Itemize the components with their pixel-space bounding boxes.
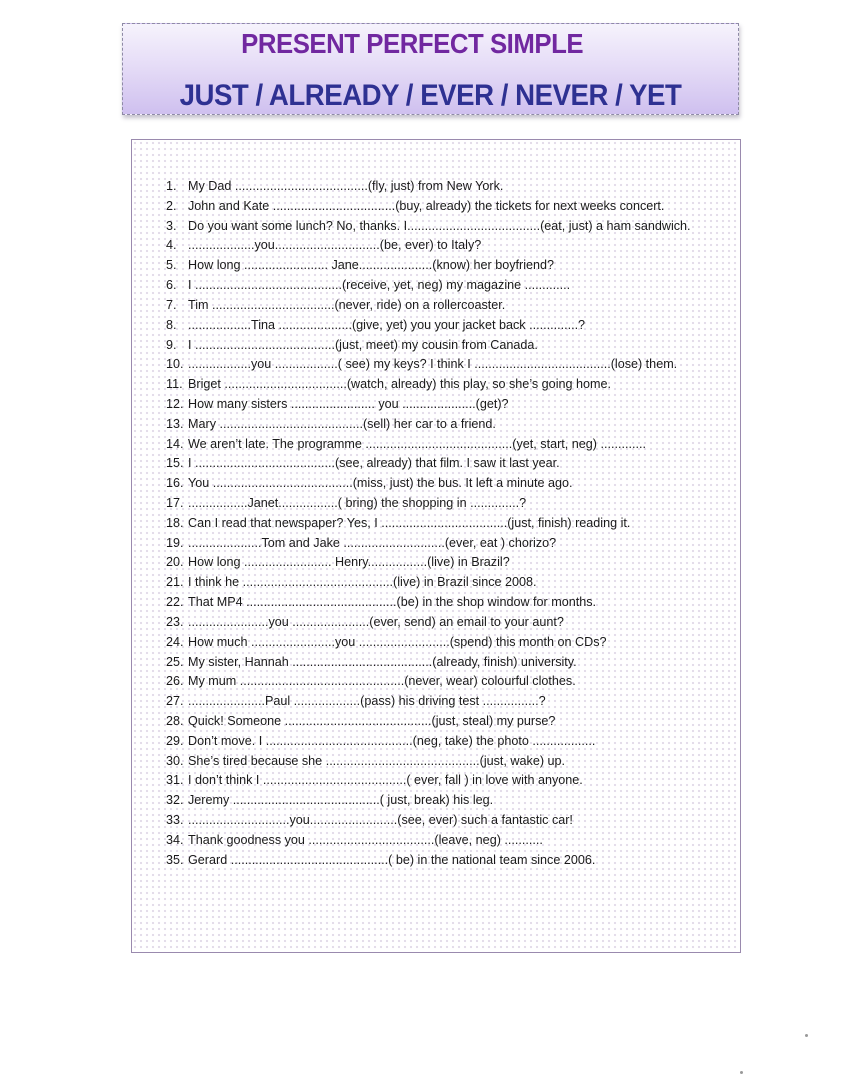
exercise-item — [166, 811, 691, 831]
exercise-sentence: She’s tired because she ............................................(just, wake) up. — [188, 753, 566, 768]
exercise-number: 26. — [166, 674, 184, 689]
exercise-item — [166, 831, 691, 851]
exercise-item — [166, 236, 691, 256]
exercise-number: 27. — [166, 694, 184, 709]
exercise-sentence: How long ......................... Henry.................(live) in Brazil? — [188, 555, 510, 570]
exercise-sentence: ...................you..............................(be, ever) to Italy? — [188, 238, 482, 253]
exercise-item — [166, 534, 691, 554]
exercise-item — [166, 771, 691, 791]
exercise-sentence: That MP4 ...........................................(be) in the shop window for months. — [188, 595, 597, 610]
exercise-number: 32. — [166, 793, 184, 808]
exercise-number: 24. — [166, 634, 184, 649]
exercise-number: 30. — [166, 753, 184, 768]
exercise-number: 2. — [166, 198, 177, 213]
exercise-number: 16. — [166, 476, 184, 491]
exercise-sentence: Quick! Someone ..........................................(just, steal) my purse? — [188, 713, 556, 728]
exercise-sentence: .............................you.........................(see, ever) such a fantastic car! — [188, 813, 573, 827]
exercise-item — [166, 573, 691, 593]
exercise-item — [166, 276, 691, 296]
exercise-number: 6. — [166, 278, 177, 293]
exercise-sentence: .................Janet.................( bring) the shopping in ..............? — [188, 496, 527, 510]
exercise-item — [166, 336, 691, 356]
exercise-number: 15. — [166, 456, 184, 471]
exercise-item — [166, 613, 691, 633]
exercise-number: 35. — [166, 852, 184, 867]
exercise-number: 7. — [166, 297, 177, 312]
exercise-item — [166, 375, 691, 395]
exercise-item — [166, 177, 691, 197]
exercise-item — [166, 752, 691, 772]
decorative-dot — [740, 1071, 743, 1074]
exercise-number: 29. — [166, 733, 184, 748]
exercise-sentence: I ........................................(see, already) that film. I saw it last year. — [188, 456, 560, 471]
exercise-sentence: ..................Tina .....................(give, yet) you your jacket back ..............? — [188, 317, 586, 332]
decorative-dot — [805, 1034, 808, 1037]
exercise-item — [166, 514, 691, 534]
exercise-sentence: You ........................................(miss, just) the bus. It left a minute ago. — [188, 476, 573, 491]
exercise-number: 21. — [166, 575, 184, 590]
exercise-sentence: How long ........................ Jane.....................(know) her boyfriend? — [188, 258, 555, 273]
exercise-item — [166, 653, 691, 673]
exercise-sentence: I ........................................(just, meet) my cousin from Canada. — [188, 337, 538, 352]
exercise-item — [166, 296, 691, 316]
exercise-sentence: John and Kate ...................................(buy, already) the tickets for next weeks concert. — [188, 198, 665, 213]
exercise-item — [166, 712, 691, 732]
exercise-item — [166, 494, 691, 514]
exercise-sentence: ......................Paul ...................(pass) his driving test ................? — [188, 694, 546, 709]
exercise-number: 17. — [166, 496, 184, 510]
exercise-sentence: Thank goodness you ....................................(leave, neg) ........... — [188, 832, 543, 847]
exercise-number: 23. — [166, 614, 184, 629]
exercise-item — [166, 732, 691, 752]
exercise-item — [166, 435, 691, 455]
exercise-number: 28. — [166, 713, 184, 728]
exercise-sentence: Do you want some lunch? No, thanks. I......................................(eat, just) a ham sandwich. — [188, 218, 691, 233]
exercise-item — [166, 197, 691, 217]
exercise-sentence: Gerard .............................................( be) in the national team since 2006. — [188, 852, 596, 867]
exercise-sentence: We aren’t late. The programme ..........................................(yet, start, neg) ............. — [188, 436, 646, 451]
exercise-item — [166, 256, 691, 276]
exercise-number: 12. — [166, 396, 184, 411]
exercise-item — [166, 553, 691, 573]
exercise-number: 18. — [166, 515, 184, 530]
exercise-sentence: ..................you ..................( see) my keys? I think I .......................................(lose) them. — [188, 357, 678, 372]
exercise-item — [166, 593, 691, 613]
exercise-sentence: My mum ...............................................(never, wear) colourful clothes. — [188, 674, 576, 689]
exercise-number: 10. — [166, 357, 184, 372]
exercise-number: 1. — [166, 179, 177, 193]
exercise-number: 34. — [166, 832, 184, 847]
exercise-item — [166, 454, 691, 474]
exercise-number: 25. — [166, 654, 184, 669]
exercise-sentence: Briget ...................................(watch, already) this play, so she’s going home. — [188, 377, 611, 392]
exercise-number: 8. — [166, 317, 177, 332]
exercise-item — [166, 316, 691, 336]
exercise-number: 5. — [166, 258, 177, 273]
exercise-item — [166, 672, 691, 692]
exercise-number: 13. — [166, 416, 184, 431]
exercise-sentence: My sister, Hannah ........................................(already, finish) university. — [188, 654, 577, 669]
exercise-sentence: .......................you ......................(ever, send) an email to your aunt? — [188, 614, 564, 629]
exercise-item — [166, 851, 691, 871]
exercise-item — [166, 474, 691, 494]
exercise-number: 9. — [166, 337, 177, 352]
exercise-item — [166, 395, 691, 415]
exercise-sentence: My Dad ......................................(fly, just) from New York. — [188, 179, 504, 193]
exercise-number: 22. — [166, 595, 184, 610]
exercise-sentence: Jeremy ..........................................( just, break) his leg. — [188, 793, 494, 808]
exercise-sentence: I don’t think I .........................................( ever, fall ) in love with anyone. — [188, 773, 583, 788]
exercise-number: 33. — [166, 813, 184, 827]
exercise-item — [166, 415, 691, 435]
exercise-sentence: Tim ...................................(never, ride) on a rollercoaster. — [188, 297, 506, 312]
exercise-sentence: How much ........................you ..........................(spend) this month on CDs? — [188, 634, 607, 649]
exercise-item — [166, 633, 691, 653]
title-banner — [122, 23, 739, 115]
exercise-sentence: I think he ...........................................(live) in Brazil since 2008. — [188, 575, 537, 590]
exercise-number: 19. — [166, 535, 184, 550]
exercise-sentence: How many sisters ........................ you .....................(get)? — [188, 396, 509, 411]
exercise-number: 31. — [166, 773, 184, 788]
exercise-item — [166, 692, 691, 712]
exercise-sentence: Can I read that newspaper? Yes, I ....................................(just, finish) reading it. — [188, 515, 631, 530]
worksheet-subtitle: JUST / ALREADY / EVER / NEVER / YET — [179, 79, 682, 112]
exercise-item — [166, 217, 691, 237]
exercise-number: 11. — [166, 377, 183, 392]
exercise-panel — [131, 139, 741, 953]
exercise-list — [166, 177, 691, 870]
exercise-number: 14. — [166, 436, 184, 451]
exercise-sentence: I ..........................................(receive, yet, neg) my magazine ............. — [188, 278, 571, 293]
exercise-number: 3. — [166, 218, 177, 233]
worksheet-title: PRESENT PERFECT SIMPLE — [241, 28, 584, 59]
exercise-sentence: Don’t move. I ..........................................(neg, take) the photo .................. — [188, 733, 596, 748]
exercise-number: 4. — [166, 238, 177, 253]
exercise-sentence: .....................Tom and Jake .............................(ever, eat ) chorizo? — [188, 535, 557, 550]
exercise-number: 20. — [166, 555, 184, 570]
exercise-item — [166, 791, 691, 811]
exercise-sentence: Mary .........................................(sell) her car to a friend. — [188, 416, 496, 431]
exercise-item — [166, 355, 691, 375]
